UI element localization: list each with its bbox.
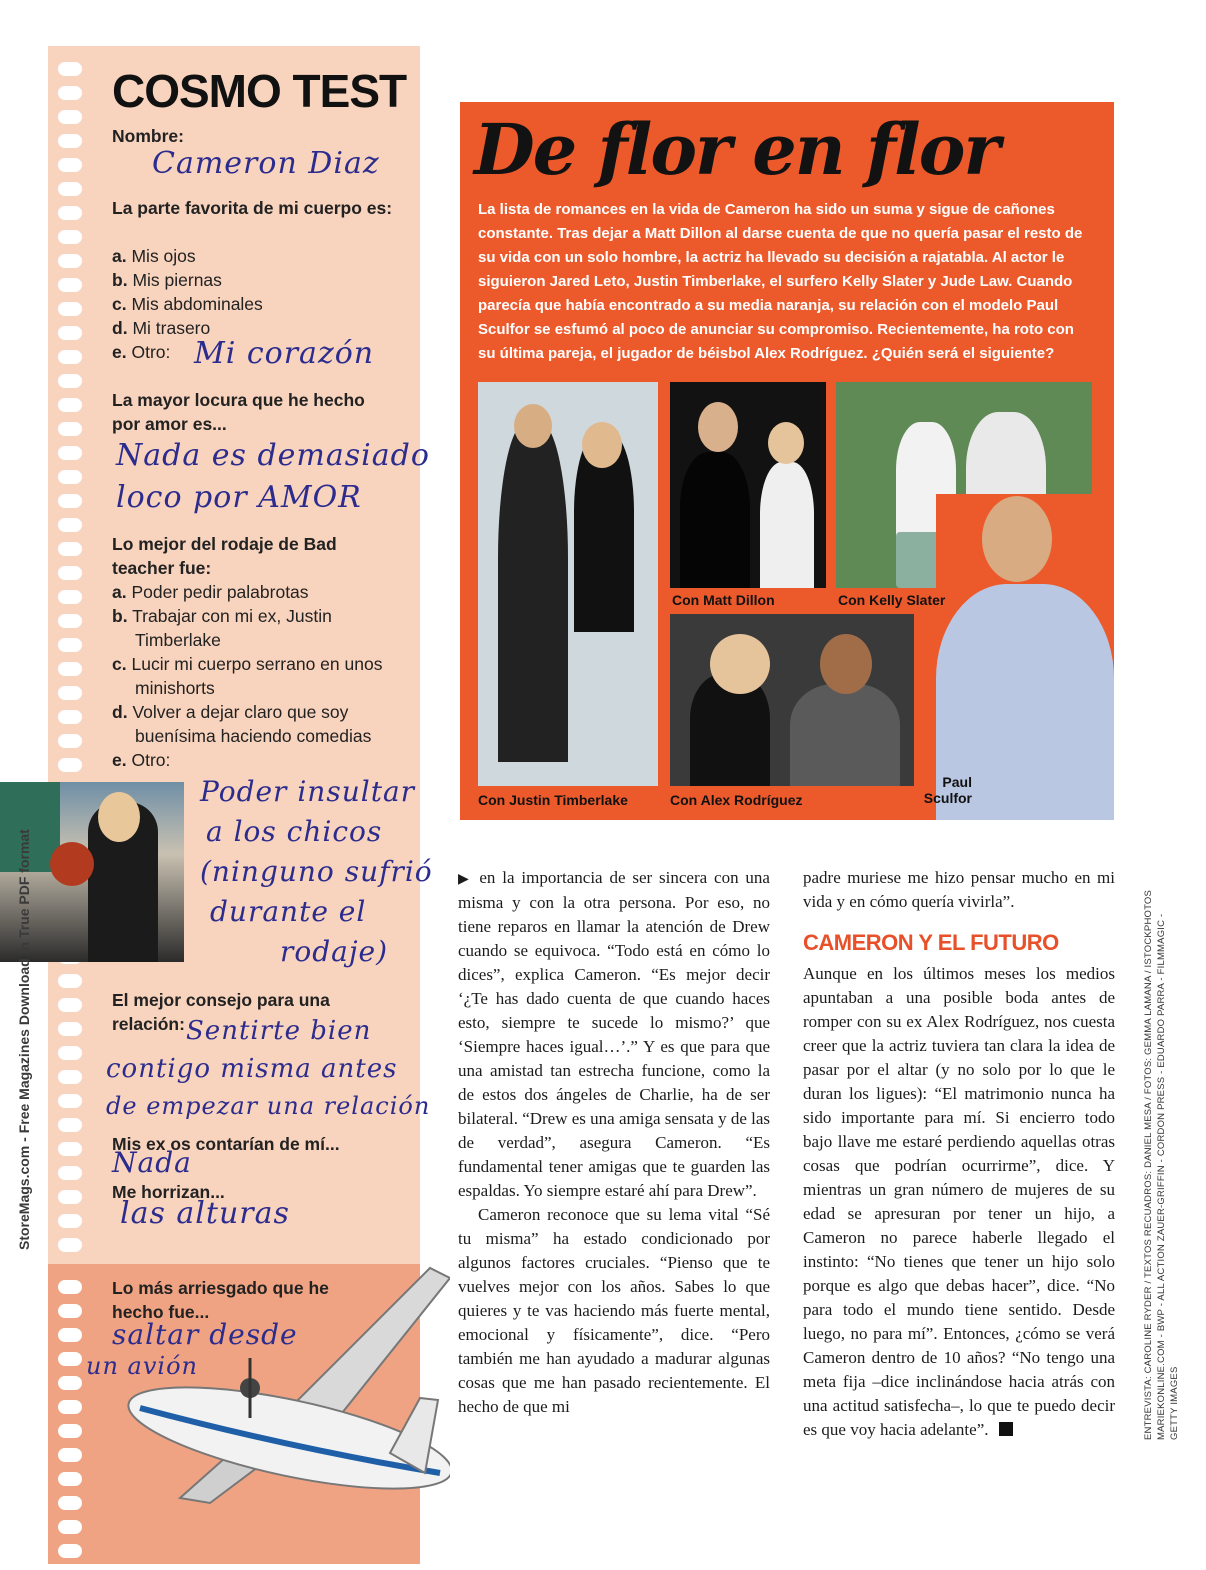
spiral-hole [58, 998, 82, 1012]
q3-options [112, 580, 412, 772]
photo-matt-dillon [670, 382, 826, 588]
name-label: Nombre: [112, 126, 184, 146]
spiral-hole [58, 278, 82, 292]
article-column-1 [458, 866, 770, 1419]
spiral-hole [58, 1238, 82, 1252]
spiral-hole [58, 1424, 82, 1438]
q3-option: c. Lucir mi cuerpo serrano en unos minishorts [112, 654, 383, 698]
airplane-illustration [120, 1248, 450, 1528]
spiral-hole [58, 974, 82, 988]
spiral-hole [58, 206, 82, 220]
q1-option: c. Mis abdominales [112, 294, 263, 314]
q1-option: e. Otro: [112, 342, 171, 362]
spiral-hole [58, 1046, 82, 1060]
caption-matt: Con Matt Dillon [672, 592, 775, 608]
q3-label: Lo mejor del rodaje de Bad teacher fue: [112, 534, 337, 578]
spiral-hole [58, 1496, 82, 1510]
q1-answer: Mi corazón [194, 336, 375, 371]
spiral-holes [48, 46, 72, 1268]
spiral-hole [58, 230, 82, 244]
spiral-hole [58, 1400, 82, 1414]
spiral-hole [58, 1214, 82, 1228]
q7-label: Lo más arriesgado que he hecho fue... [112, 1278, 329, 1322]
spiral-hole [58, 134, 82, 148]
spiral-hole [58, 1190, 82, 1204]
caption-justin: Con Justin Timberlake [478, 792, 628, 808]
spiral-hole [58, 494, 82, 508]
q3-option: e. Otro: [112, 750, 171, 770]
spiral-hole [58, 638, 82, 652]
spiral-hole [58, 110, 82, 124]
spiral-hole [58, 1472, 82, 1486]
spiral-hole [58, 1448, 82, 1462]
spiral-hole [58, 1166, 82, 1180]
q2-label: La mayor locura que he hecho por amor es... [112, 390, 365, 434]
spiral-hole [58, 158, 82, 172]
spiral-hole [58, 734, 82, 748]
q4-answer-line1: Sentirte bien [186, 1016, 372, 1046]
spiral-hole [58, 86, 82, 100]
spiral-hole [58, 518, 82, 532]
q4-answer-line3: de empezar una relación [106, 1092, 431, 1120]
spiral-hole [58, 1352, 82, 1366]
spiral-hole [58, 1118, 82, 1132]
caption-kelly: Con Kelly Slater [838, 592, 946, 608]
article-column-2b [803, 962, 1115, 1442]
spiral-hole [58, 1520, 82, 1534]
q3-option: a. Poder pedir palabrotas [112, 582, 309, 602]
spiral-hole [58, 350, 82, 364]
q1-option: a. Mis ojos [112, 246, 196, 266]
photo-alex-rodriguez [670, 614, 914, 786]
q5-answer: Nada [112, 1146, 192, 1179]
photo-justin-timberlake [478, 382, 658, 786]
q1-label: La parte favorita de mi cuerpo es: [112, 198, 393, 218]
spiral-hole [58, 614, 82, 628]
q3-answer: Poder insultar a los chicos (ninguno sufrió durante el rodaje) [200, 775, 433, 968]
name-answer: Cameron Diaz [152, 146, 380, 181]
article-column-2 [803, 866, 1115, 914]
spiral-hole [58, 566, 82, 580]
end-mark-icon [999, 1422, 1013, 1436]
spiral-hole [58, 254, 82, 268]
spiral-hole [58, 1094, 82, 1108]
article-paragraph: Cameron reconoce que su lema vital “Sé tu misma” ha estado condicionado por algunos factores cruciales. “Pienso que te vuelves mejor con los años. Sabes lo que quieres y te vas haciendo más fuerte mental, emocional y físicamente”, dice. “Pero también me han ayudado a madurar algunas cosas que me han pasado recientemente. El hecho de que mi [458, 1205, 770, 1416]
spiral-hole [58, 326, 82, 340]
feature-headline: De flor en flor [474, 108, 999, 191]
photo-credits: ENTREVISTA: CAROLINE RYDER / TEXTOS RECUADROS: DANIEL MESA / FOTOS: GEMMA LAMANA / ISTOCKPHOTOS MARIEKONLINE.COM - BWP - ALL ACTION ZAUER-GRIFFIN - CORDON PRESS - EDUARDO PARRA - FILMMAGIC - GETTY IMAGES [1143, 889, 1180, 1440]
q3-option: d. Volver a dejar claro que soy buenísima haciendo comedias [112, 702, 372, 746]
spiral-hole [58, 470, 82, 484]
q2-answer-line1: Nada es demasiado [116, 438, 430, 473]
spiral-hole [58, 398, 82, 412]
q4-label: El mejor consejo para una relación: [112, 990, 330, 1034]
q6-answer: las alturas [120, 1196, 290, 1231]
spiral-hole [58, 710, 82, 724]
spiral-hole [58, 686, 82, 700]
q7-answer-line2: un avión [86, 1352, 198, 1380]
spiral-hole [58, 1328, 82, 1342]
spiral-hole [58, 1070, 82, 1084]
spiral-hole [58, 590, 82, 604]
spiral-hole [58, 1280, 82, 1294]
spiral-hole [58, 302, 82, 316]
spiral-hole [58, 662, 82, 676]
spiral-hole [58, 62, 82, 76]
q1-option: d. Mi trasero [112, 318, 211, 338]
spiral-hole [58, 374, 82, 388]
spiral-hole [58, 758, 82, 772]
article-paragraph: Aunque en los últimos meses los medios apuntaban a una posible boda antes de romper con su ex Alex Rodríguez, nos cuesta creer que la actriz tuviera tan clara la idea de pasar por el altar (y no solo por lo que le duran los ligues): “El matrimonio nunca ha sido importante para mí. Si encierro todo bajo llave me estaré perdiendo aquellas otras cosas que podrían ocurrirme”, dice. Y mientras un gran número de mujeres de su edad se apresuran por tener un hijo, a Cameron no parece haberle llegado el instinto: “No tienes que tener un hijo solo porque es algo que debas hacer”, dice. “No para todo el mundo tiene sentido. Desde luego, no para mí”. Entonces, ¿cómo se verá Cameron dentro de 10 años? “No tengo una meta fija –dice inclinándose hacia atrás con una actitud satisfecha–, lo que te puedo decir es que voy hacia adelante”. [803, 964, 1115, 1439]
q1-option: b. Mis piernas [112, 270, 222, 290]
spiral-hole [58, 1376, 82, 1390]
q7-answer-line1: saltar desde [112, 1318, 298, 1351]
spiral-holes [48, 1264, 72, 1564]
spiral-hole [58, 446, 82, 460]
caption-paul: Paul Sculfor [923, 774, 972, 806]
article-paragraph: ▶ en la importancia de ser sincera con una misma y con la otra persona. Por eso, no tiene reparos en llamar la atención de Drew cuando se equivoca. “Todo está en cómo lo dices”, explica Cameron. “Es mejor decir ‘¿Te has dado cuenta de que cuando haces esto, siempre te sucede lo mismo?’ que ‘Siempre haces igual…’.” Y es que para que una amistad tan estrecha funcione, como la de estos dos ángeles de Charlie, ha de ser bilateral. “Drew es una amiga sensata y de las de verdad”, asegura Cameron. “Es fundamental tener amigas que te guarden las espaldas. Yo siempre estaré ahí para Drew”. [458, 868, 771, 1200]
continue-arrow-icon: ▶ [458, 871, 472, 887]
article-paragraph: padre muriese me hizo pensar mucho en mi vida y en cómo quería vivirla”. [803, 868, 1115, 911]
q5-label: Mis ex os contarían de mí... [112, 1134, 340, 1154]
spiral-hole [58, 182, 82, 196]
photo-paul-sculfor [936, 494, 1114, 820]
spiral-hole [58, 1304, 82, 1318]
spiral-hole [58, 1022, 82, 1036]
side-watermark: StoreMags.com - Free Magazines Download in True PDF format [16, 829, 32, 1250]
caption-alex: Con Alex Rodríguez [670, 792, 803, 808]
quiz-title: COSMO TEST [112, 65, 407, 117]
q3-option: b. Trabajar con mi ex, Justin Timberlake [112, 606, 332, 650]
q4-answer-line2: contigo misma antes [106, 1054, 398, 1084]
q2-answer-line2: loco por AMOR [116, 480, 362, 515]
section-subhead: CAMERON Y EL FUTURO [803, 930, 1059, 955]
spiral-hole [58, 1544, 82, 1558]
feature-intro: La lista de romances en la vida de Cameron ha sido un suma y sigue de cañones constante. Tras dejar a Matt Dillon al darse cuenta de que no quería pasar el resto de su vida con un solo hombre, la actriz ha llevado su decisión a rajatabla. Al actor le siguieron Jared Leto, Justin Timberlake, el surfero Kelly Slater y Jude Law. Cuando parecía que había encontrado a su media naranja, su relación con el modelo Paul Sculfor se esfumó al poco de anunciar su compromiso. Recientemente, ha roto con su última pareja, el jugador de béisbol Alex Rodríguez. ¿Quién será el siguiente? [478, 201, 1083, 362]
spiral-hole [58, 1142, 82, 1156]
spiral-hole [58, 542, 82, 556]
spiral-hole [58, 422, 82, 436]
q6-label: Me horrizan... [112, 1182, 225, 1202]
